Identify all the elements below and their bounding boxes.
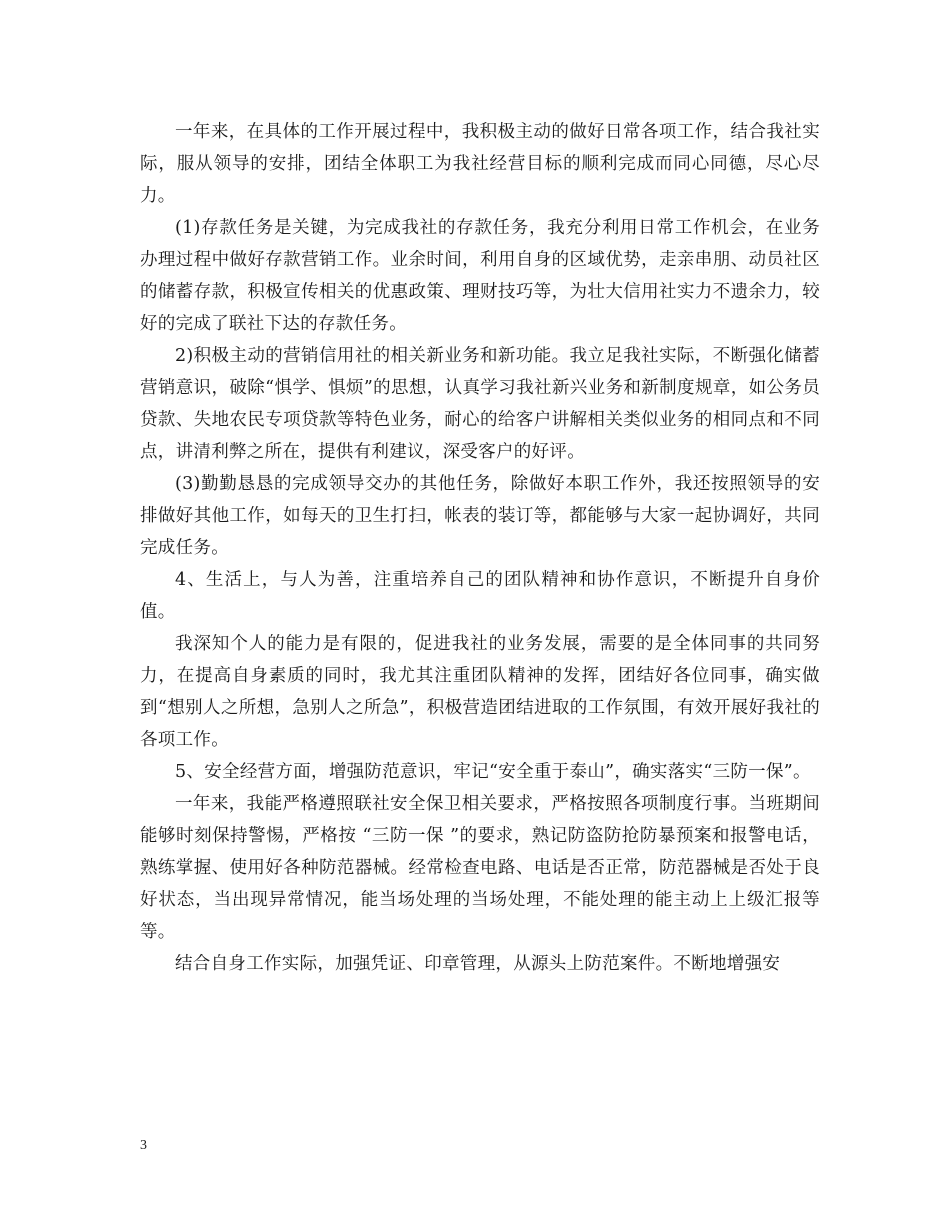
paragraph-new-business: 2)积极主动的营销信用社的相关新业务和新功能。我立足我社实际，不断强化储蓄营销意识，破除“惧学、惧烦”的思想，认真学习我社新兴业务和新制度规章，如公务员贷款、失地农民专项贷款等特色业务，耐心的给客户讲解相关类似业务的相同点和不同点，讲清利弊之所在，提供有利建议，深受客户的好评。 [140, 346, 820, 462]
paragraph-voucher-management: 结合自身工作实际，加强凭证、印章管理，从源头上防范案件。不断地增强安 [175, 954, 781, 974]
body-text [140, 116, 820, 980]
paragraph-teamwork: 我深知个人的能力是有限的，促进我社的业务发展，需要的是全体同事的共同努力，在提高自身素质的同时，我尤其注重团队精神的发挥，团结好各位同事，确实做到“想别人之所想，急别人之所急”，积极营造团结进取的工作氛围，有效开展好我社的各项工作。 [140, 634, 820, 750]
paragraph-summary: 一年来，在具体的工作开展过程中，我积极主动的做好日常各项工作，结合我社实际，服从领导的安排，团结全体职工为我社经营目标的顺利完成而同心同德，尽心尽力。 [140, 122, 820, 206]
paragraph-life: 4、生活上，与人为善，注重培养自己的团队精神和协作意识，不断提升自身价值。 [140, 570, 820, 622]
paragraph-deposit-task: (1)存款任务是关键，为完成我社的存款任务，我充分利用日常工作机会，在业务办理过程中做好存款营销工作。业余时间，利用自身的区域优势，走亲串朋、动员社区的储蓄存款，积极宣传相关的优惠政策、理财技巧等，为壮大信用社实力不遗余力，较好的完成了联社下达的存款任务。 [140, 218, 820, 334]
paragraph-safety-detail: 一年来，我能严格遵照联社安全保卫相关要求，严格按照各项制度行事。当班期间能够时刻保持警惕，严格按 “三防一保 ”的要求，熟记防盗防抢防暴预案和报警电话，熟练掌握、使用好各种防范器械。经常检查电路、电话是否正常，防范器械是否处于良好状态，当出现异常情况，能当场处理的当场处理，不能处理的能主动上上级汇报等等。 [140, 794, 820, 942]
paragraph-safety: 5、安全经营方面，增强防范意识，牢记“安全重于泰山”，确实落实“三防一保”。 [175, 762, 811, 782]
paragraph-other-tasks: (3)勤勤恳恳的完成领导交办的其他任务，除做好本职工作外，我还按照领导的安排做好其他工作，如每天的卫生打扫，帐表的装订等，都能够与大家一起协调好，共同完成任务。 [140, 474, 820, 558]
page-number: 3 [140, 1138, 147, 1153]
